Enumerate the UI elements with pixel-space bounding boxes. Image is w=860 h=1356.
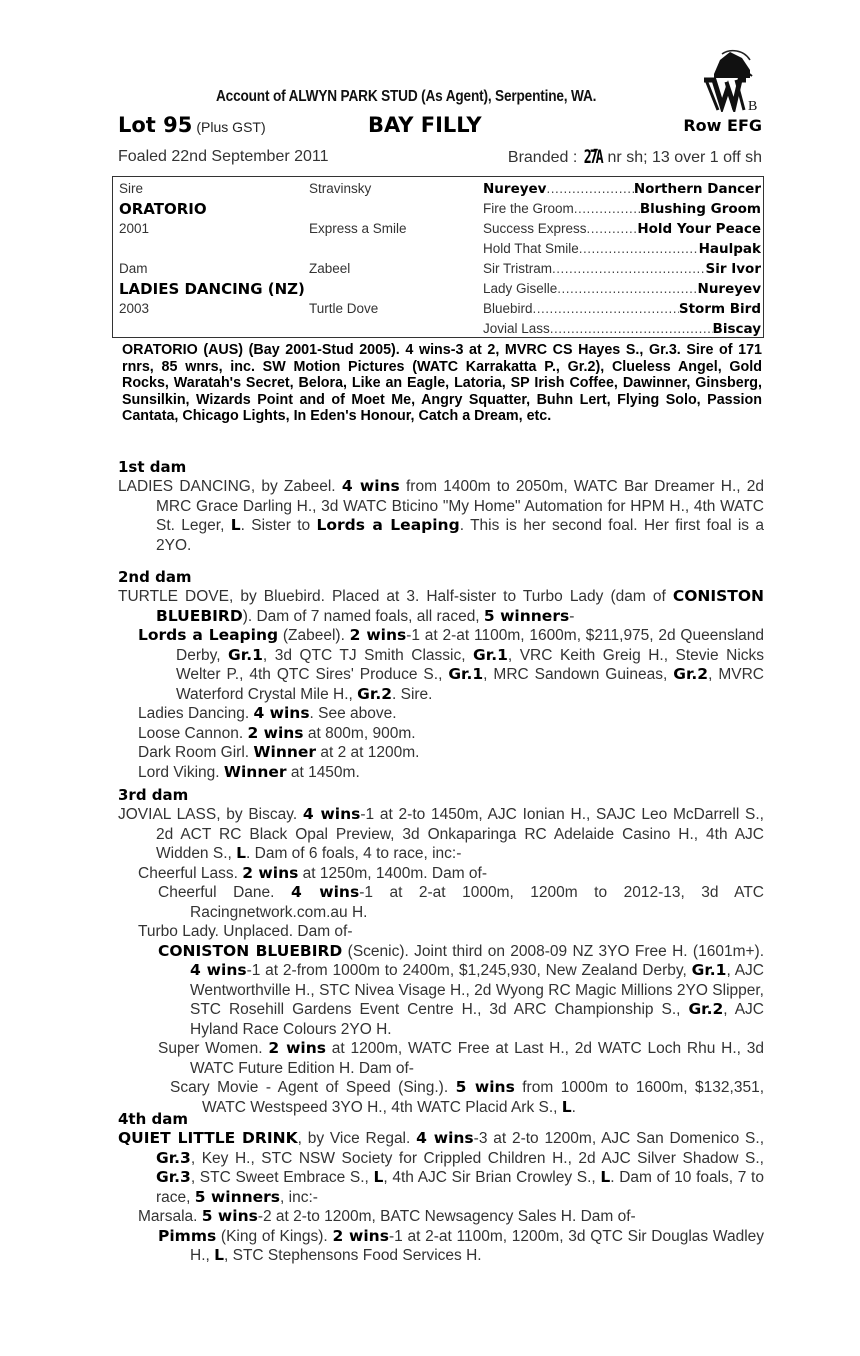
text-run: Cheerful Dane. [158,884,291,901]
progeny-entry [118,922,764,942]
text-run: at 2 at 1200m. [316,744,420,761]
text-run: at 1200m, WATC Free at Last H., 2d WATC Loch Rhu H., 3d WATC Future Edition H. Dam of- [190,1040,765,1077]
text-run: at 800m, 900m. [303,724,416,742]
gp-name: Hold That Smile [483,241,579,256]
bold-text: Winner [253,743,317,761]
bold-text: Gr.1 [448,665,484,683]
bold-text: Gr.2 [357,684,392,703]
text-run: . Sire. [392,685,433,703]
text-run: Loose Cannon. [138,724,248,742]
text-run: Cheerful Lass. [138,864,243,882]
text-run: (Scenic). Joint third on 2008-09 NZ 3YO Free H. (1601m+). [342,942,764,960]
bold-text: Gr.2 [688,1000,724,1018]
text-run: Dark Room Girl. [138,744,254,761]
grandparent-row [483,221,761,239]
sire-dam: Express a Smile [309,221,407,236]
progeny-entry [118,626,764,704]
gp-name: Success Express [483,221,587,236]
text-run: . Dam of 10 foals, 7 to race, [156,1169,764,1206]
text-run: Turbo Lady. Unplaced. Dam of- [138,923,353,940]
gp-name: Nureyev [483,181,547,197]
foaled-date: Foaled 22nd September 2011 [118,148,329,165]
sire-label: Sire [119,181,144,196]
second-dam-section [118,568,764,782]
bold-text: Gr.3 [156,1148,191,1167]
text-run: , AJC Hyland Race Colours 2YO H. [190,1001,764,1038]
gp-name: Sir Tristram [483,261,552,276]
fourth-dam-entry [118,1129,764,1207]
progeny-entry [118,1227,764,1266]
text-run: , by Vice Regal. [297,1130,417,1147]
bold-text: Winner [223,762,287,781]
section-heading: 1st dam [118,458,187,476]
branded-info [508,146,762,168]
gp-sire: Hold Your Peace [637,221,761,237]
progeny-entry [118,724,764,744]
text-run: Super Women. [158,1040,269,1057]
text-run: Scary Movie - Agent of Speed (Sing.). [170,1079,456,1096]
brand-mark-icon: 2̄7A [583,146,602,168]
second-dam-entry [118,587,764,626]
gp-sire: Biscay [712,321,761,337]
text-run: , STC Sweet Embrace S., [190,1169,374,1186]
dam-label: Dam [119,261,148,276]
bold-text: 2 wins [349,626,407,644]
gp-name: Lady Giselle [483,281,558,296]
leader-dots [579,241,699,259]
third-dam-entry [118,805,764,864]
bold-text: L [373,1168,384,1186]
bold-text: 4 wins [190,961,247,979]
leader-dots [533,301,679,319]
grandparent-row [483,181,761,199]
bold-text: 4 wins [341,477,400,495]
text-run: (Zabeel). [278,627,350,644]
sire-sire: Stravinsky [309,181,372,196]
bold-text: Gr.2 [673,665,709,683]
text-run: . Dam of 6 foals, 4 to race, inc:- [246,845,462,862]
bold-text: Gr.1 [691,961,727,979]
text-run: LADIES DANCING, by Zabeel. [118,478,342,495]
lot-label: Lot 95 [118,113,193,137]
progeny-entry [118,942,764,1040]
text-run: ). Dam of 7 named foals, all raced, [242,607,484,625]
grandparent-row [483,301,761,319]
bold-text: L [561,1097,572,1116]
bold-text: 5 winners [194,1187,281,1206]
dam-name: LADIES DANCING (NZ) [119,280,305,298]
bold-text: 4 wins [416,1129,474,1147]
sex-colour: BAY FILLY [368,113,482,137]
text-run: , inc:- [280,1188,318,1206]
leader-dots [552,261,706,279]
text-run: - [569,607,575,625]
bold-text: L [230,516,241,534]
text-run: . Sister to [240,517,317,534]
leader-dots [574,201,640,219]
gp-name: Fire the Groom [483,201,574,216]
section-heading: 3rd dam [118,786,189,804]
text-run: , 3d QTC TJ Smith Classic, [262,646,474,664]
gp-sire: Northern Dancer [633,181,761,197]
text-run: from 1400m to 2050m, WATC Bar Dreamer H., 2d MRC Grace Darling H., 3d WATC Bticino "My Home" Automation for HPM H., 4th WATC St. Leger, [156,478,765,534]
lot-number [118,113,266,137]
progeny-entry [118,763,764,783]
progeny-entry [118,704,764,724]
progeny-entry [118,743,764,763]
text-run: . See above. [309,705,397,722]
text-run: , MRC Sandown Guineas, [483,666,674,683]
bold-text: 5 wins [201,1207,258,1225]
lot-header [118,113,762,141]
grandparent-row [483,261,761,279]
text-run: , VRC Keith Greig H., Stevie Nicks Welter P., 4th QTC Sires' Produce S., [176,646,765,683]
bold-text: 4 wins [290,883,360,901]
bold-text: Lords a Leaping [316,516,460,534]
text-run: , STC Stephensons Food Services H. [224,1247,482,1264]
sire-year: 2001 [119,221,150,236]
bold-text: Gr.3 [156,1168,191,1186]
bold-text: Pimms [158,1226,217,1245]
dam-sire: Zabeel [309,261,351,276]
text-run: -1 at 2-from 1000m to 2400m, $1,245,930, New Zealand Derby, [246,962,692,979]
leader-dots [587,221,638,239]
text-run: , 4th AJC Sir Brian Crowley S., [383,1169,601,1186]
gp-sire: Sir Ivor [705,261,761,277]
bold-text: 2 wins [242,863,299,882]
bold-text: CONISTON BLUEBIRD [158,941,343,960]
bold-text: L [214,1246,225,1264]
text-run: -1 at 2-at 1000m, 1200m to 2012-13, 3d ATC Racingnetwork.com.au H. [190,884,764,921]
vendor-account: Account of ALWYN PARK STUD (As Agent), Serpentine, WA. [216,88,597,105]
progeny-entry [118,1207,764,1227]
bold-text: 5 winners [483,606,570,625]
gp-name: Bluebird [483,301,533,316]
bold-text: L [236,844,247,862]
branded-detail: nr sh; 13 over 1 off sh [607,149,762,166]
grandparent-row [483,241,761,259]
bold-text: Gr.1 [228,645,263,664]
section-heading: 4th dam [118,1110,188,1128]
bold-text: 2 wins [268,1039,326,1057]
bold-text: 2 wins [332,1226,389,1245]
gp-name: Jovial Lass [483,321,550,336]
bold-text: Lords a Leaping [138,626,279,644]
bold-text: L [600,1168,611,1186]
progeny-entry [118,864,764,884]
text-run: JOVIAL LASS, by Biscay. [118,806,303,823]
text-run: at 1450m. [286,763,360,781]
text-run: -3 at 2-to 1200m, AJC San Domenico S., [473,1130,765,1147]
text-run: -1 at 2-to 1450m, AJC Ionian H., SAJC Leo McDarrell S., 2d ACT RC Black Opal Preview, 3d Onkaparinga RC Adelaide Casino H., 4th AJC Widden S., [156,806,764,862]
first-dam-section [118,458,764,555]
text-run: -1 at 2-at 1100m, 1200m, 3d QTC Sir Douglas Wadley H., [190,1227,765,1264]
gp-sire: Blushing Groom [639,201,761,217]
text-run: Ladies Dancing. [138,705,254,722]
text-run: -1 at 2-at 1100m, 1600m, $211,975, 2d Queensland Derby, [176,627,765,664]
bold-text: QUIET LITTLE DRINK [118,1129,298,1147]
gp-sire: Storm Bird [678,301,761,317]
progeny-entry [118,1039,764,1078]
gp-sire: Haulpak [698,241,761,257]
grandparent-row [483,321,761,339]
text-run: -2 at 2-to 1200m, BATC Newsagency Sales H. Dam of- [257,1208,636,1225]
fourth-dam-section [118,1110,764,1266]
leader-dots [557,281,697,299]
stable-row: Row EFG [683,116,762,135]
text-run: . This is her second foal. Her first foal is a 2YO. [156,517,765,554]
text-run: at 1250m, 1400m. Dam of- [298,864,487,882]
text-run: from 1000m to 1600m, $132,351, WATC Westspeed 3YO H., 4th WATC Placid Ark S., [202,1079,764,1116]
first-dam-entry [118,477,764,555]
text-run: TURTLE DOVE, by Bluebird. Placed at 3. Half-sister to Turbo Lady (dam of [118,588,673,605]
bold-text: 4 wins [253,704,310,722]
text-run: Lord Viking. [138,763,224,781]
bold-text: Gr.1 [473,645,508,664]
text-run: Marsala. [138,1208,202,1225]
dam-dam: Turtle Dove [309,301,379,316]
sire-summary: ORATORIO (AUS) (Bay 2001-Stud 2005). 4 wins-3 at 2, MVRC CS Hayes S., Gr.3. Sire of 171 rnrs, 85 wnrs, inc. SW Motion Pictures (WATC Karrakatta P., Gr.2), Clueless Angel, Gold Rocks, Waratah's Secret, Belora, Like an Eagle, Latoria, SP Irish Coffee, Dawinner, Ginsberg, Sunsilkin, Wizards Point and of Moet Me, Angry Squatter, Buhn Lert, Flying Solo, Passion Cantata, Chicago Lights, In Eden's Honour, Catch a Dream, etc. [122,342,762,424]
text-run: (King of Kings). [216,1227,333,1245]
third-dam-section [118,786,764,1117]
dam-year: 2003 [119,301,150,316]
bold-text: 2 wins [247,723,304,742]
grandparent-row [483,201,761,219]
text-run: , MVRC Waterford Crystal Mile H., [176,666,764,703]
text-run: . [571,1098,576,1116]
leader-dots [550,321,713,339]
progeny-entry [118,883,764,922]
gp-sire: Nureyev [697,281,761,297]
branded-label: Branded : [507,149,578,166]
gst-note: (Plus GST) [196,119,266,135]
sire-name: ORATORIO [119,200,207,218]
pedigree-table [112,176,764,338]
bold-text: 4 wins [302,805,361,823]
wb-barn-logo-icon [700,48,762,112]
leader-dots [546,181,633,199]
text-run: , Key H., STC NSW Society for Crippled Children H., 2d AJC Silver Shadow S., [190,1149,764,1167]
text-run: , AJC Wentworthville H., STC Nivea Visage H., 2d Wyong RC Magic Millions 2YO Slipper, STC Rosehill Gardens Event Centre H., 3d ARC Championship S., [190,962,764,1018]
bold-text: 5 wins [455,1078,515,1096]
svg-text:B: B [748,99,758,112]
grandparent-row [483,281,761,299]
bold-text: CONISTON BLUEBIRD [156,587,764,625]
section-heading: 2nd dam [118,568,192,586]
